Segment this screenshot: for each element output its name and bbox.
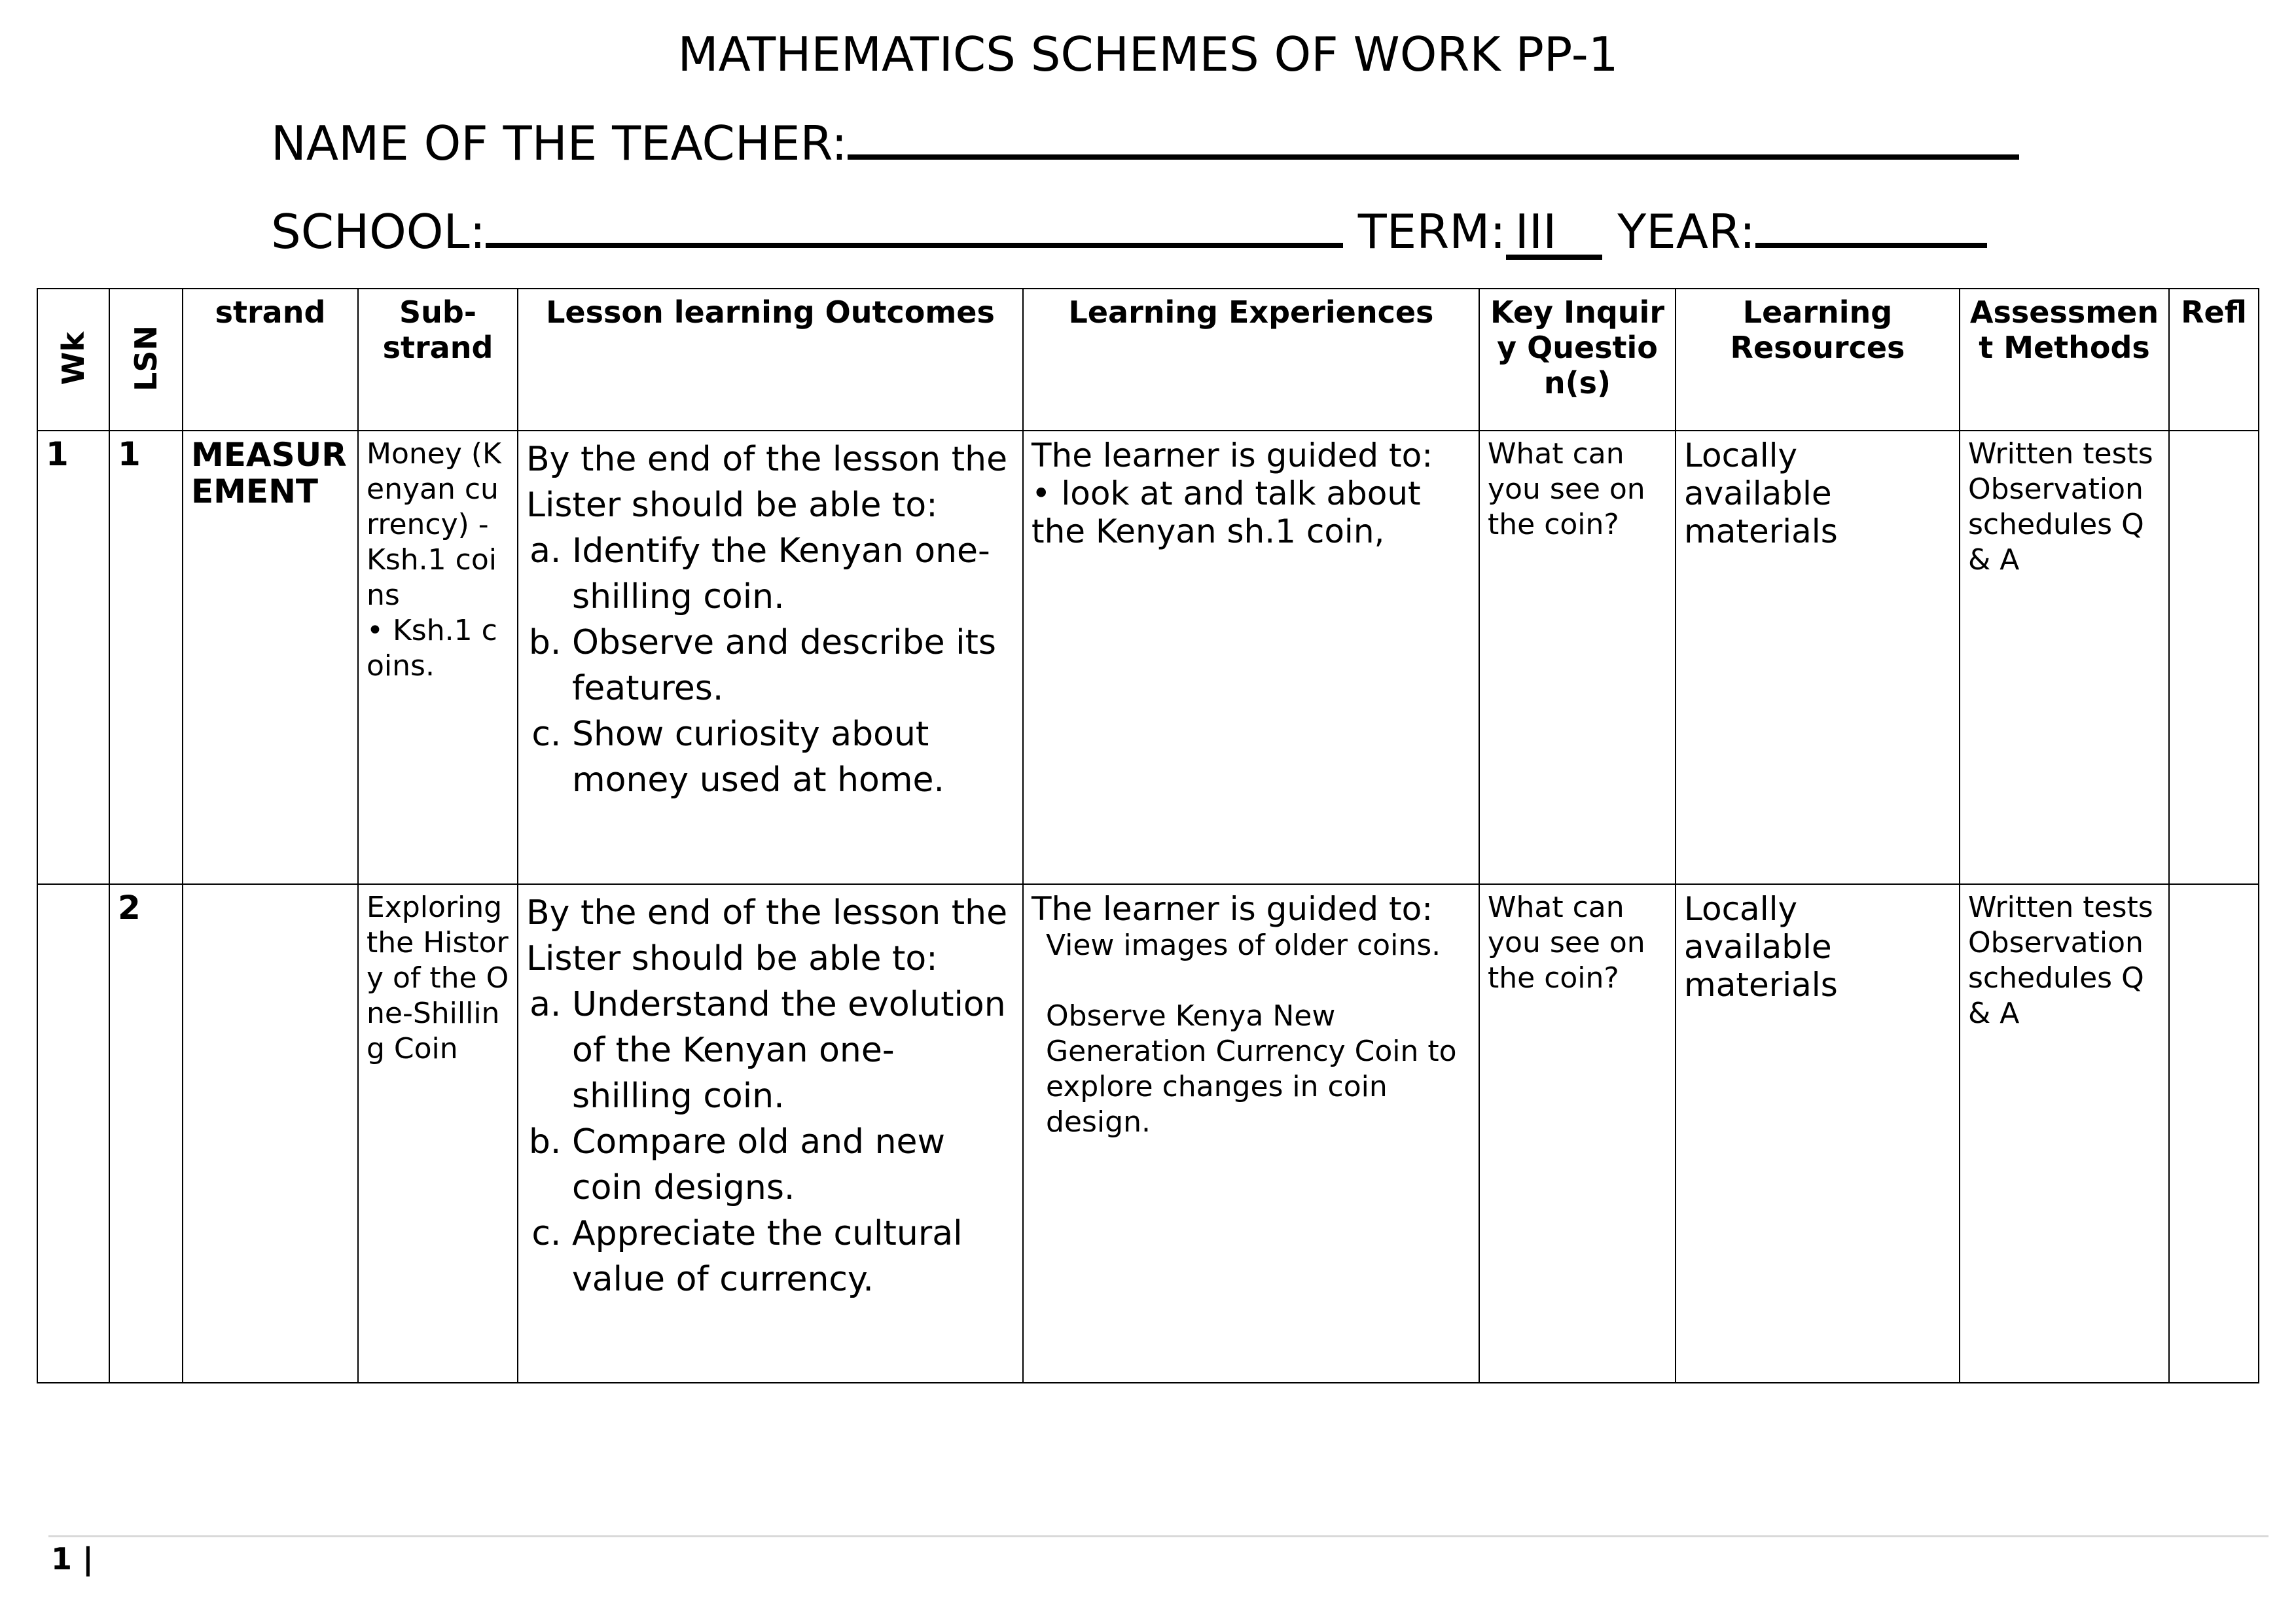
list-item: b. Observe and describe its features.: [572, 620, 1014, 711]
row2-outcomes-intro: By the end of the lesson the Lister should be able to:: [526, 893, 1008, 978]
row2-substrand: Exploring the History of the One-Shilling Coin: [358, 884, 518, 1383]
row1-substrand-bullet: • Ksh.1 coins.: [367, 614, 497, 683]
school-term-year-line: [271, 200, 1987, 261]
header-assessment: Assessment Methods: [1960, 289, 2169, 431]
row1-refl: [2169, 431, 2259, 884]
row1-experiences: [1023, 431, 1479, 884]
row2-outcomes-list: [526, 982, 1014, 1302]
teacher-label: NAME OF THE TEACHER:: [271, 116, 848, 171]
row1-exp-intro: The learner is guided to:: [1031, 437, 1433, 474]
row2-refl: [2169, 884, 2259, 1383]
row1-resources: Locally available materials: [1676, 431, 1960, 884]
row2-wk: [37, 884, 109, 1383]
row1-wk: 1: [37, 431, 109, 884]
list-item: a. Identify the Kenyan one-shilling coin.: [572, 528, 1014, 620]
row1-outcomes: [518, 431, 1023, 884]
document-title: MATHEMATICS SCHEMES OF WORK PP-1: [677, 27, 1619, 82]
row2-resources: Locally available materials: [1676, 884, 1960, 1383]
row2-exp-line1: View images of older coins.: [1046, 929, 1441, 962]
row1-substrand-text: Money (Kenyan currency) - Ksh.1 coins: [367, 437, 501, 612]
term-value: III: [1506, 209, 1603, 260]
list-item: a. Understand the evolution of the Kenyan one-shilling coin.: [572, 982, 1014, 1119]
row1-substrand: [358, 431, 518, 884]
header-strand: strand: [183, 289, 358, 431]
header-refl: Refl: [2169, 289, 2259, 431]
term-label: TERM:: [1357, 204, 1506, 259]
header-substrand: Sub-strand: [358, 289, 518, 431]
row1-lsn: 1: [109, 431, 183, 884]
list-item: c. Show curiosity about money used at home.: [572, 711, 1014, 803]
row1-assessment: Written tests Observation schedules Q & A: [1960, 431, 2169, 884]
footer-divider: [48, 1535, 2269, 1537]
header-lsn: LSN: [109, 289, 183, 431]
row1-outcomes-list: [526, 528, 1014, 803]
header-resources: Learning Resources: [1676, 289, 1960, 431]
row2-strand: [183, 884, 358, 1383]
row1-outcomes-intro: By the end of the lesson the Lister should be able to:: [526, 440, 1008, 525]
year-label: YEAR:: [1617, 204, 1756, 259]
header-row: [37, 289, 2259, 431]
page-number: 1 |: [51, 1541, 94, 1577]
header-wk: Wk: [37, 289, 109, 431]
school-blank: [486, 200, 1343, 248]
scheme-table: [37, 288, 2259, 1383]
table-row: [37, 884, 2259, 1383]
row1-kiq: What can you see on the coin?: [1479, 431, 1676, 884]
year-blank: [1755, 200, 1987, 248]
row2-outcomes: [518, 884, 1023, 1383]
list-item: b. Compare old and new coin designs.: [572, 1119, 1014, 1211]
list-item: c. Appreciate the cultural value of currency.: [572, 1211, 1014, 1302]
table-row: [37, 431, 2259, 884]
row1-exp-text: • look at and talk about the Kenyan sh.1 coin,: [1031, 474, 1421, 550]
school-label: SCHOOL:: [271, 204, 486, 259]
row2-exp-line2: Observe Kenya New Generation Currency Coin to explore changes in coin design.: [1046, 999, 1457, 1139]
header-outcomes: Lesson learning Outcomes: [518, 289, 1023, 431]
row2-kiq: What can you see on the coin?: [1479, 884, 1676, 1383]
row2-experiences: [1023, 884, 1479, 1383]
header-kiq: Key Inquiry Question(s): [1479, 289, 1676, 431]
row2-exp-intro: The learner is guided to:: [1031, 890, 1433, 928]
header-experiences: Learning Experiences: [1023, 289, 1479, 431]
row2-lsn: 2: [109, 884, 183, 1383]
row1-strand: MEASUREMENT: [183, 431, 358, 884]
teacher-blank: [848, 111, 2019, 160]
row2-assessment: Written tests Observation schedules Q & A: [1960, 884, 2169, 1383]
teacher-line: [271, 111, 2019, 173]
